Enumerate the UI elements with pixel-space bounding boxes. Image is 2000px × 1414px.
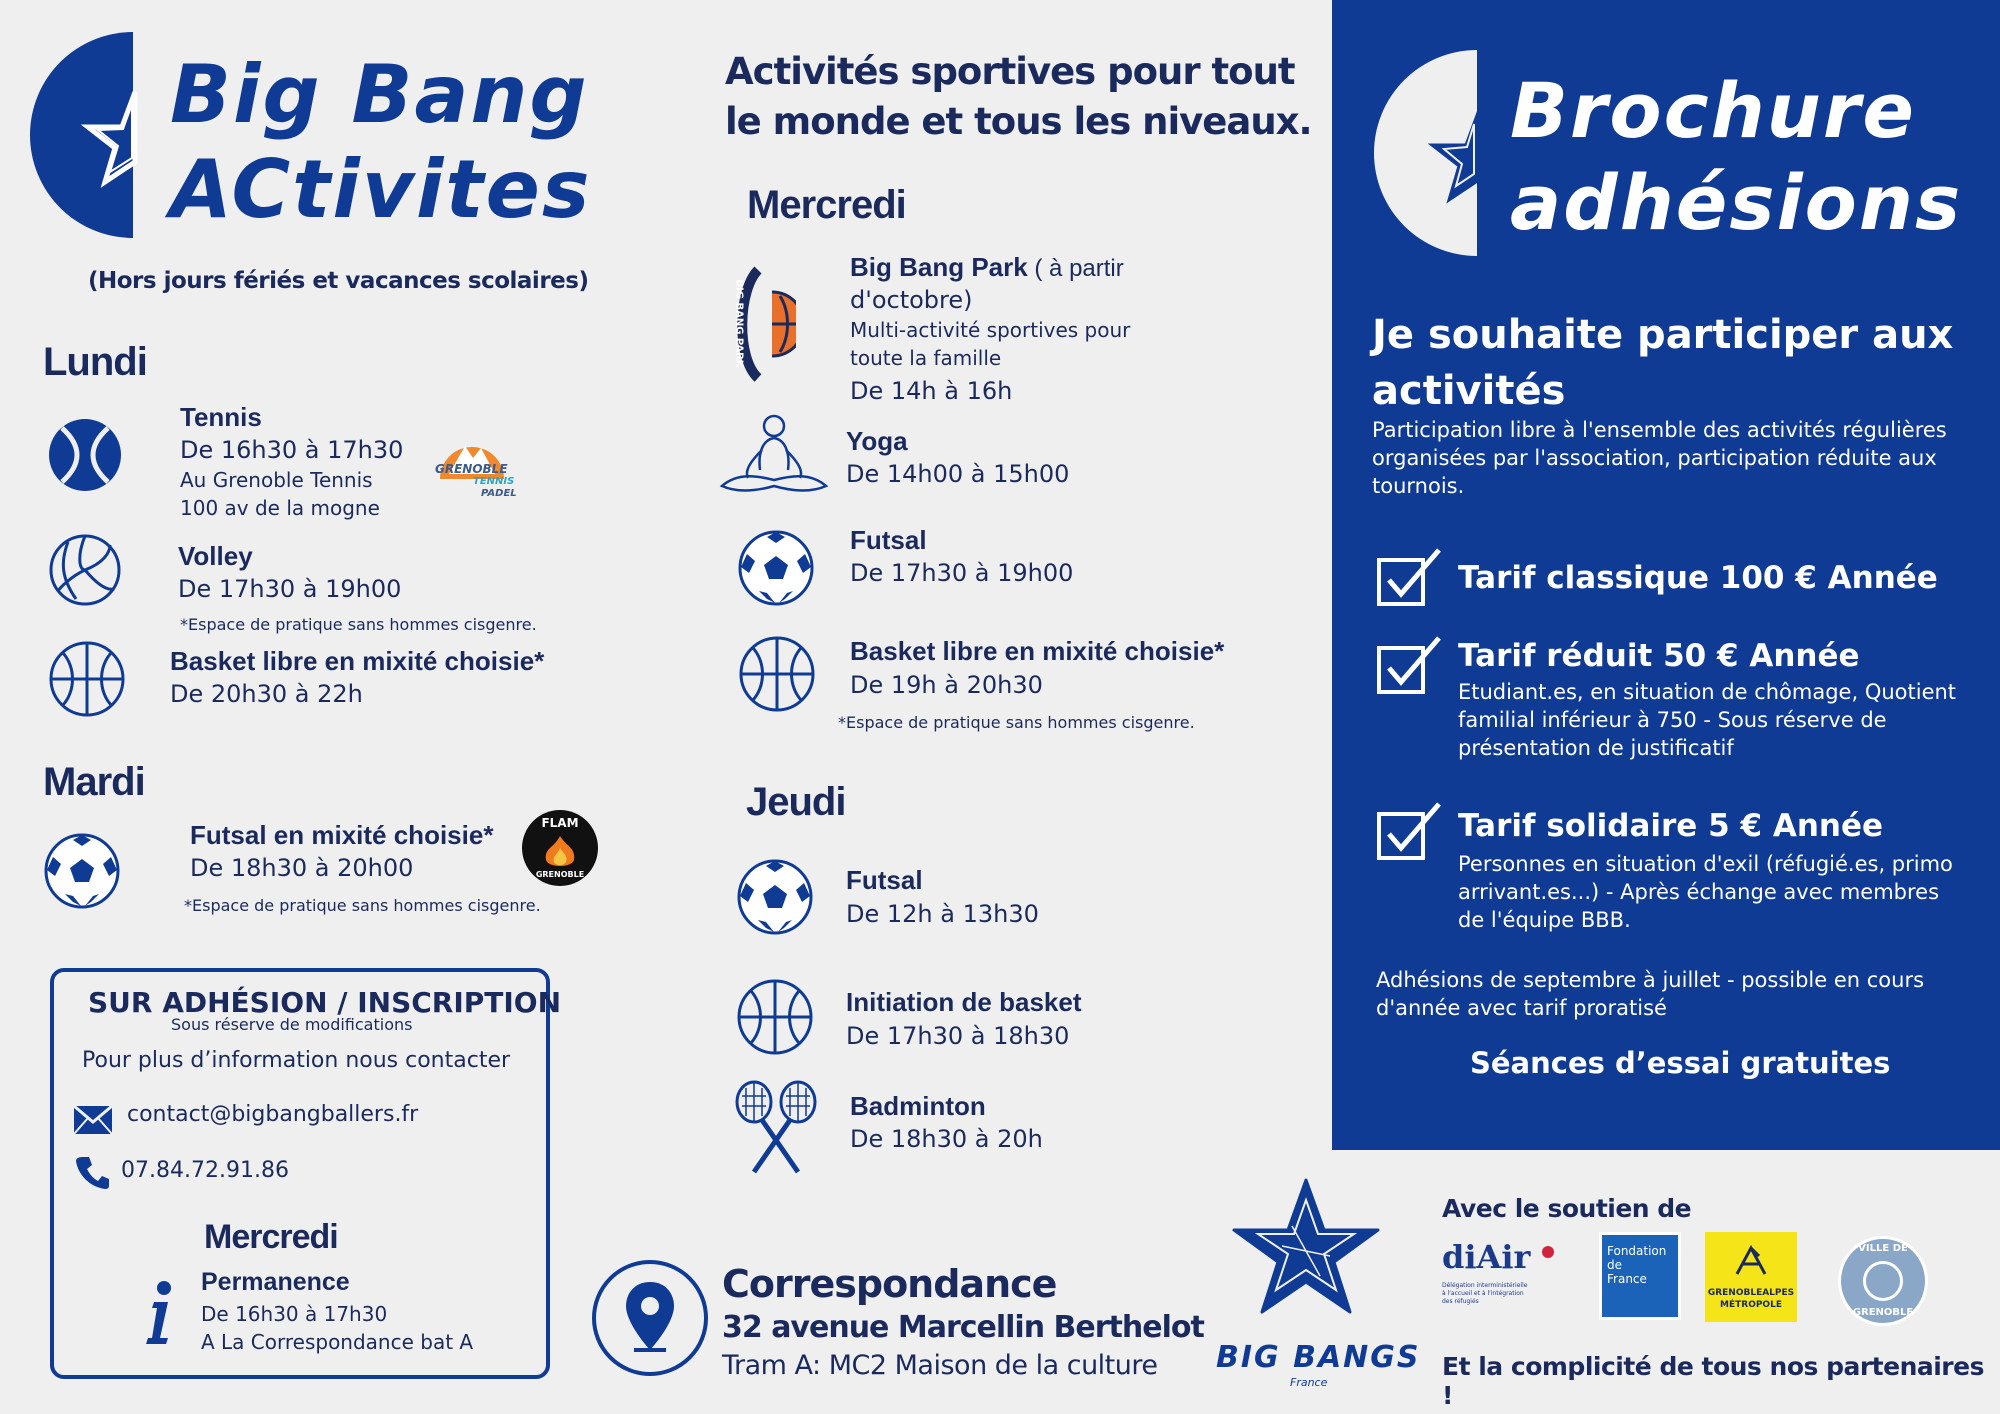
fondation-de-france-logo [1599, 1232, 1681, 1320]
jeudi-basket-time: De 17h30 à 18h30 [846, 1022, 1070, 1050]
big-bangs-star-logo [1232, 1176, 1380, 1316]
diair-logo-dot [1542, 1246, 1554, 1258]
jeudi-futsal-name: Futsal [846, 865, 923, 895]
complicite-label: Et la complicité de tous nos partenaires ! [1442, 1352, 1984, 1410]
soccer-ball-icon [736, 858, 814, 936]
day-mardi: Mardi [43, 760, 145, 804]
diair-logo [1442, 1238, 1562, 1308]
grenoble-alpes-line2: MÉTROPOLE [1720, 1300, 1782, 1310]
lundi-tennis-place2: 100 av de la mogne [180, 496, 380, 520]
basketball-icon [48, 640, 126, 718]
basketball-icon [736, 978, 814, 1056]
diair-logo-text: diAir [1442, 1238, 1531, 1276]
brochure-intro1: Participation libre à l'ensemble des activités régulières [1372, 418, 1947, 442]
permanence-place: A La Correspondance bat A [201, 1330, 474, 1354]
checkbox-checked-icon [1375, 548, 1445, 608]
lundi-tennis-name: Tennis [180, 402, 262, 432]
mercredi-basket-time: De 19h à 20h30 [850, 671, 1043, 699]
fondation-logo-line2: de [1607, 1258, 1622, 1272]
big-bang-park-logo-text: BIG BANG PARK [733, 279, 745, 368]
mardi-futsal-name: Futsal en mixité choisie* [190, 820, 494, 850]
jeudi-badminton-time: De 18h30 à 20h [850, 1125, 1043, 1153]
mercredi-basket-name: Basket libre en mixité choisie* [850, 636, 1225, 666]
tarif-solidaire: Tarif solidaire 5 € Année [1458, 808, 1884, 844]
ville-logo-line2: GRENOBLE [1852, 1307, 1914, 1318]
big-bangs-logo-text: BIG BANGS [1216, 1340, 1421, 1375]
mercredi-park-name-line2: d'octobre) [850, 286, 973, 314]
fondation-logo-line1: Fondation [1607, 1244, 1667, 1258]
tagline-line2: le monde et tous les niveaux. [725, 100, 1312, 143]
big-bang-park-logo [728, 264, 796, 384]
mercredi-futsal-time: De 17h30 à 19h00 [850, 559, 1074, 587]
soccer-ball-icon [737, 529, 815, 607]
lundi-tennis-place1: Au Grenoble Tennis [180, 468, 373, 492]
day-mercredi: Mercredi [747, 183, 906, 227]
jeudi-badminton-name: Badminton [850, 1091, 986, 1121]
mardi-futsal-time: De 18h30 à 20h00 [190, 854, 414, 882]
reduit-desc1: Etudiant.es, en situation de chômage, Quotient [1458, 680, 1957, 704]
jeudi-basket-name: Initiation de basket [846, 987, 1082, 1017]
diair-logo-sub1: Délégation interministérielle [1442, 1282, 1528, 1289]
volleyball-icon [48, 533, 122, 607]
ville-logo-inner [1863, 1261, 1903, 1301]
checkbox-checked-icon [1375, 802, 1445, 862]
tennis-ball-icon [48, 418, 122, 492]
flam-logo-top: FLAM [541, 816, 579, 830]
location-address: 32 avenue Marcellin Berthelot [722, 1310, 1204, 1345]
location-pin-icon [590, 1258, 710, 1378]
brochure-intro3: tournois. [1372, 474, 1465, 498]
brochure-heading-line1: Je souhaite participer aux [1372, 312, 1954, 358]
mail-icon [73, 1105, 113, 1135]
fondation-logo-line3: France [1607, 1272, 1647, 1286]
day-jeudi: Jeudi [746, 780, 846, 824]
soccer-ball-icon [43, 832, 121, 910]
lundi-basket-name: Basket libre en mixité choisie* [170, 646, 545, 676]
contact-info: Pour plus d’information nous contacter [82, 1048, 511, 1073]
contact-phone[interactable]: 07.84.72.91.86 [121, 1158, 289, 1183]
lundi-tennis-time: De 16h30 à 17h30 [180, 436, 404, 464]
essai-gratuit: Séances d’essai gratuites [1470, 1046, 1891, 1080]
mercredi-futsal-name: Futsal [850, 525, 927, 555]
brochure-intro2: organisées par l'association, participation réduite aux [1372, 446, 1937, 470]
tarif-reduit: Tarif réduit 50 € Année [1458, 638, 1860, 674]
adhesion-line2: d'année avec tarif proratisé [1376, 996, 1667, 1020]
mercredi-park-desc1: Multi-activité sportives pour [850, 318, 1131, 342]
diair-logo-sub2: à l'accueil et à l'intégration [1442, 1290, 1524, 1297]
mercredi-basket-note: *Espace de pratique sans hommes cisgenre. [838, 713, 1195, 732]
ville-de-grenoble-logo [1838, 1236, 1928, 1326]
contact-subtitle: Sous réserve de modifications [171, 1015, 413, 1034]
tarif-classique: Tarif classique 100 € Année [1458, 560, 1938, 596]
yoga-icon [718, 414, 830, 500]
big-bangs-logo-sub: France [1290, 1376, 1328, 1389]
solidaire-desc1: Personnes en situation d'exil (réfugié.es, primo [1458, 852, 1953, 876]
jeudi-futsal-time: De 12h à 13h30 [846, 900, 1039, 928]
permanence-title: Permanence [201, 1268, 350, 1296]
header-title-line1: Big Bang [170, 48, 589, 141]
grenoble-tennis-logo [435, 424, 525, 504]
permanence-day: Mercredi [204, 1218, 338, 1256]
day-lundi: Lundi [43, 340, 147, 384]
brochure-title-line1: Brochure [1510, 66, 1916, 155]
permanence-time: De 16h30 à 17h30 [201, 1302, 388, 1326]
mercredi-yoga-name: Yoga [846, 426, 908, 456]
diair-logo-sub3: des réfugiés [1442, 1298, 1479, 1305]
mercredi-park-time: De 14h à 16h [850, 377, 1013, 405]
basketball-icon [738, 635, 816, 713]
grenoble-alpes-metropole-logo [1705, 1232, 1797, 1322]
info-icon [140, 1280, 176, 1346]
flam-logo-bottom: GRENOBLE [535, 870, 585, 879]
lundi-volley-time: De 17h30 à 19h00 [178, 575, 402, 603]
header-star-logo [30, 32, 140, 238]
grenoble-logo-line1: GRENOBLE [435, 462, 508, 476]
mercredi-park-desc2: toute la famille [850, 346, 1002, 370]
grenoble-alpes-line1: GRENOBLEALPES [1707, 1288, 1795, 1298]
lundi-volley-note: *Espace de pratique sans hommes cisgenre. [180, 615, 537, 634]
lundi-volley-name: Volley [178, 541, 253, 571]
contact-email[interactable]: contact@bigbangballers.fr [127, 1102, 419, 1127]
badminton-icon [734, 1080, 818, 1176]
grenoble-logo-line3: PADEL [481, 488, 517, 499]
grenoble-logo-line2: TENNIS [473, 476, 515, 487]
contact-title: SUR ADHÉSION / INSCRIPTION [88, 986, 562, 1019]
lundi-basket-time: De 20h30 à 22h [170, 680, 363, 708]
flam-logo [522, 810, 598, 886]
adhesion-line1: Adhésions de septembre à juillet - possible en cours [1376, 968, 1925, 992]
brochure-star-logo [1374, 50, 1484, 256]
mercredi-yoga-time: De 14h00 à 15h00 [846, 460, 1070, 488]
reduit-desc3: présentation de justificatif [1458, 736, 1734, 760]
mercredi-park-name: Big Bang Park ( à partir [850, 252, 1124, 282]
location-tram: Tram A: MC2 Maison de la culture [722, 1350, 1158, 1381]
tagline-line1: Activités sportives pour tout [725, 50, 1295, 93]
soutien-label: Avec le soutien de [1442, 1194, 1692, 1223]
solidaire-desc2: arrivant.es...) - Après échange avec membres [1458, 880, 1940, 904]
brochure-title-line2: adhésions [1510, 158, 1963, 247]
mardi-futsal-note: *Espace de pratique sans hommes cisgenre. [184, 896, 541, 915]
location-name: Correspondance [722, 1262, 1057, 1306]
checkbox-checked-icon [1375, 636, 1445, 696]
brochure-heading-line2: activités [1372, 368, 1566, 414]
solidaire-desc3: de l'équipe BBB. [1458, 908, 1631, 932]
phone-icon [76, 1155, 110, 1189]
reduit-desc2: familial inférieur à 750 - Sous réserve de [1458, 708, 1887, 732]
ville-logo-line1: VILLE DE [1858, 1243, 1908, 1254]
header-subtitle: (Hors jours fériés et vacances scolaires) [88, 268, 589, 294]
header-title-line2: ACtivites [170, 143, 592, 236]
